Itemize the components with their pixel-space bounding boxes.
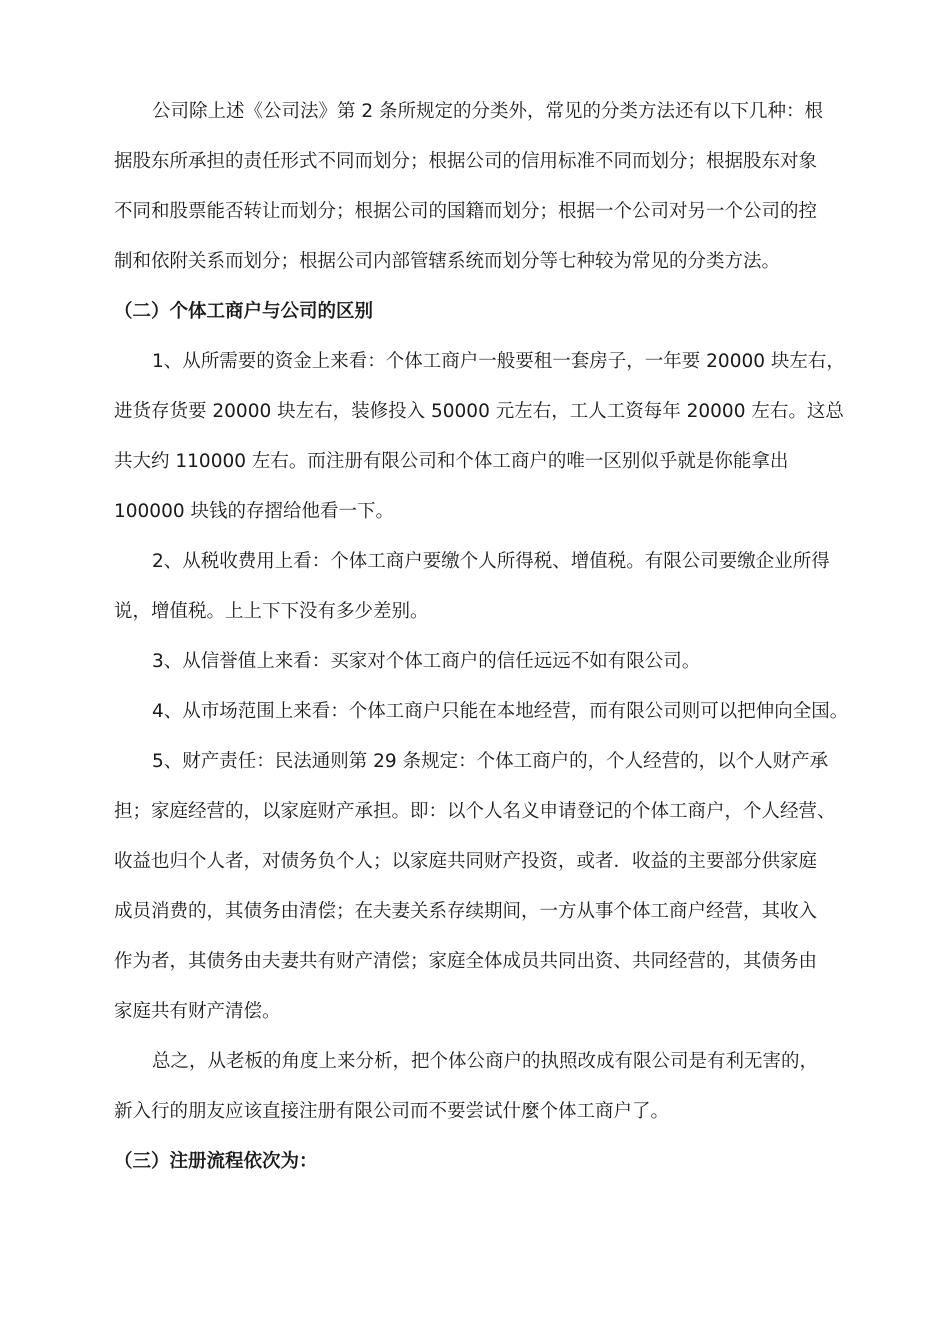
paragraph-3-line-1: 2、从税收费用上看：个体工商户要缴个人所得税、增值税。有限公司要缴企业所得 (152, 551, 830, 572)
paragraph-1-line-4: 制和依附关系而划分；根据公司内部管辖系统而划分等七种较为常见的分类方法。 (114, 251, 781, 272)
paragraph-1-line-1: 公司除上述《公司法》第 2 条所规定的分类外，常见的分类方法还有以下几种：根 (152, 101, 824, 122)
paragraph-2-line-4: 100000 块钱的存摺给他看一下。 (114, 501, 395, 522)
paragraph-1-line-3: 不同和股票能否转让而划分；根据公司的国籍而划分；根据一个公司对另一个公司的控 (114, 201, 818, 222)
section-heading-3: （三）注册流程依次为： (114, 1151, 318, 1172)
paragraph-2-line-2: 进货存货要 20000 块左右，装修投入 50000 元左右，工人工资每年 20000 左右。这总 (114, 401, 844, 422)
paragraph-3-line-2: 说，增值税。上上下下没有多少差别。 (114, 601, 429, 622)
paragraph-7-line-1: 总之，从老板的角度上来分析，把个体公商户的执照改成有限公司是有利无害的， (152, 1051, 819, 1072)
paragraph-1-line-2: 据股东所承担的责任形式不同而划分；根据公司的信用标准不同而划分；根据股东对象 (114, 151, 818, 172)
section-heading-2: （二）个体工商户与公司的区别 (114, 301, 374, 322)
paragraph-6-line-3: 收益也归个人者，对债务负个人；以家庭共同财产投资，或者．收益的主要部分供家庭 (114, 851, 818, 872)
paragraph-6-line-6: 家庭共有财产清偿。 (114, 1001, 281, 1022)
paragraph-6-line-5: 作为者，其债务由夫妻共有财产清偿；家庭全体成员共同出资、共同经营的，其债务由 (114, 951, 818, 972)
paragraph-2-line-3: 共大约 110000 左右。而注册有限公司和个体工商户的唯一区别似乎就是你能拿出 (114, 451, 789, 472)
paragraph-4-line-1: 3、从信誉值上来看：买家对个体工商户的信任远远不如有限公司。 (152, 651, 701, 672)
paragraph-6-line-4: 成员消费的，其债务由清偿；在夫妻关系存续期间，一方从事个体工商户经营，其收入 (114, 901, 818, 922)
paragraph-6-line-2: 担；家庭经营的，以家庭财产承担。即：以个人名义申请登记的个体工商户，个人经营、 (114, 801, 836, 822)
paragraph-2-line-1: 1、从所需要的资金上来看：个体工商户一般要租一套房子，一年要 20000 块左右， (152, 351, 845, 372)
paragraph-7-line-2: 新入行的朋友应该直接注册有限公司而不要尝试什麼个体工商户了。 (114, 1101, 670, 1122)
paragraph-5-line-1: 4、从市场范围上来看：个体工商户只能在本地经营，而有限公司则可以把伸向全国。 (152, 701, 849, 722)
paragraph-6-line-1: 5、财产责任：民法通则第 29 条规定：个体工商户的，个人经营的，以个人财产承 (152, 751, 829, 772)
